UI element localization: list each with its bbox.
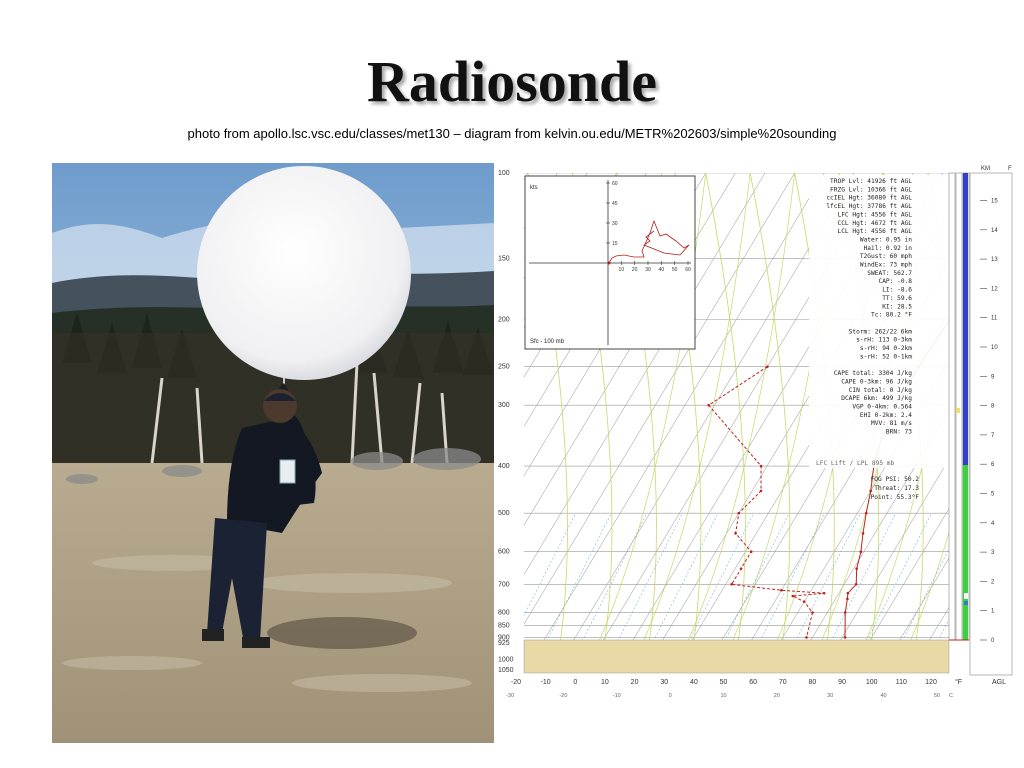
pressure-tick-label: 300	[498, 402, 510, 410]
index-line: LI: -8.6	[882, 286, 912, 294]
fog-line: FOG PSI: 50.2	[870, 476, 919, 483]
km-tick-label: 5	[991, 491, 995, 498]
km-tick-label: 12	[991, 286, 998, 293]
km-tick-label: 4	[991, 520, 995, 527]
blue-wind-bar	[963, 173, 968, 465]
temp-c-tick-label: 0	[668, 693, 672, 699]
pressure-tick-label: 700	[498, 581, 510, 589]
km-tick-label: 0	[991, 638, 995, 644]
km-tick-label: 14	[991, 227, 998, 234]
temperature-point	[844, 636, 847, 639]
pressure-tick-label: 150	[498, 255, 510, 263]
hodograph-y-tick: 15	[612, 241, 618, 247]
agl-label: AGL	[992, 679, 1007, 686]
temperature-point	[844, 611, 847, 614]
pressure-tick-label: 1050	[498, 667, 514, 674]
fog-line: Threat: 17.3	[874, 485, 919, 492]
temp-f-tick-label: 50	[719, 679, 728, 686]
temperature-point	[855, 583, 858, 586]
wind-strips	[949, 173, 969, 640]
km-tick-label: 10	[991, 345, 998, 351]
dewpoint-point	[730, 583, 733, 586]
km-height-axis	[970, 166, 1012, 686]
pressure-tick-label: 400	[498, 463, 510, 471]
fog-line: Point: 55.3°F	[870, 494, 919, 501]
pressure-tick-label: 800	[498, 609, 510, 617]
temp-c-tick-label: -30	[506, 693, 515, 699]
temperature-point	[869, 490, 872, 493]
temp-f-tick-label: 10	[601, 679, 609, 686]
hodograph-inset	[525, 176, 695, 349]
km-tick-label: 2	[991, 579, 995, 586]
dewpoint-point	[805, 636, 808, 639]
isotherm-line	[494, 173, 528, 670]
index-line: Hail: 0.92 in	[863, 244, 912, 252]
km-tick-label: 3	[991, 550, 995, 557]
temp-c-tick-label: 20	[773, 693, 780, 699]
celsius-unit-label: C	[949, 693, 953, 699]
pressure-tick-label: 900	[498, 634, 510, 642]
pressure-tick-label: 850	[498, 622, 510, 630]
index-line: VGP 0-4km: 0.564	[852, 403, 912, 411]
pressure-tick-label: 500	[498, 510, 510, 518]
index-line: SWEAT: 562.7	[867, 269, 912, 277]
hodograph-x-tick: 30	[645, 267, 651, 273]
temp-c-tick-label: -20	[559, 693, 568, 699]
index-line: Storm: 262/22 6km	[848, 328, 912, 336]
temp-c-tick-label: 50	[933, 693, 940, 699]
pressure-tick-label: 200	[498, 316, 510, 324]
index-line: TT: 59.6	[882, 294, 912, 302]
dry-adiabat-line	[1017, 173, 1024, 670]
dewpoint-point	[760, 490, 763, 493]
dewpoint-point	[766, 365, 769, 368]
hodograph-y-tick: 30	[612, 221, 618, 227]
temperature-point	[855, 567, 858, 570]
index-line: TROP Lvl: 41926 ft AGL	[830, 178, 912, 185]
index-line: LFC Hgt: 4556 ft AGL	[837, 211, 912, 219]
pressure-tick-label: 1000	[498, 656, 514, 664]
temperature-point	[865, 512, 868, 515]
pressure-tick-label: 100	[498, 170, 510, 177]
temp-f-tick-label: 70	[778, 679, 787, 686]
index-line: FRZG Lvl: 10366 ft AGL	[830, 186, 912, 194]
dewpoint-point	[734, 532, 737, 535]
km-tick-label: 9	[991, 374, 995, 381]
km-tick-label: 6	[991, 462, 995, 469]
dry-adiabat-line	[494, 173, 523, 670]
pressure-tick-label: 600	[498, 548, 510, 556]
hodograph-x-tick: 50	[671, 267, 678, 273]
km-tick-label: 15	[991, 198, 998, 205]
km-tick-label: 8	[991, 403, 995, 410]
hodograph-footer: Sfc - 100 mb	[530, 339, 565, 345]
temp-f-tick-label: 90	[838, 679, 846, 686]
temp-f-tick-label: 40	[689, 679, 698, 686]
slide-subtitle: photo from apollo.lsc.vsc.edu/classes/met130 – diagram from kelvin.ou.edu/METR%202603/simple%20sounding	[187, 126, 837, 141]
km-tick-label: 7	[991, 432, 995, 439]
index-line: BRN: 73	[885, 428, 912, 436]
hodograph-y-tick: 60	[612, 181, 618, 187]
surface-ground-band	[524, 640, 949, 673]
dewpoint-point	[740, 567, 743, 570]
index-line: LCL Hgt: 4556 ft AGL	[837, 228, 912, 236]
temperature-point	[862, 532, 865, 535]
pressure-tick-label: 925	[498, 640, 510, 648]
index-line: CAP: -0.8	[878, 278, 912, 286]
index-line: lfcEL Hgt: 37786 ft AGL	[826, 203, 912, 211]
hodograph-x-tick: 40	[658, 267, 665, 273]
temp-f-tick-label: -10	[540, 679, 551, 686]
index-line: Tc: 80.2 °F	[871, 311, 912, 319]
index-line: CIN total: 0 J/kg	[848, 386, 912, 394]
km-tick-label: 11	[991, 315, 998, 322]
radiosonde-photo	[52, 163, 494, 743]
hodograph-y-tick: 45	[612, 201, 618, 207]
temperature-point	[847, 592, 850, 595]
temp-f-tick-label: 110	[895, 679, 907, 686]
index-line: MVV: 81 m/s	[871, 420, 912, 428]
dewpoint-point	[750, 550, 753, 553]
hodograph-x-tick: 10	[618, 267, 625, 273]
temperature-point	[846, 598, 849, 601]
index-line: s-rH: 113 0-3km	[856, 336, 912, 344]
fahrenheit-unit-label: °F	[955, 679, 963, 686]
index-line: Water: 0.95 in	[859, 236, 912, 244]
index-line: CAPE 0-3km: 96 J/kg	[841, 378, 912, 386]
km-axis-label: KM	[981, 166, 990, 172]
isotherm-line	[494, 173, 498, 670]
temperature-point	[860, 550, 863, 553]
hodograph-x-tick: 60	[685, 267, 691, 273]
hodograph-x-tick: 20	[631, 267, 638, 273]
index-line: s-rH: 94 0-2km	[859, 345, 912, 352]
dewpoint-point	[823, 592, 826, 595]
temp-f-tick-label: 20	[630, 679, 639, 686]
index-line: WindEx: 73 mph	[859, 261, 912, 269]
temp-f-tick-label: 30	[660, 679, 669, 686]
dewpoint-point	[803, 600, 806, 603]
temp-c-tick-label: -10	[612, 693, 621, 699]
dewpoint-point	[737, 512, 740, 515]
index-line: T2Gust: 60 mph	[859, 253, 912, 261]
index-line: KI: 28.5	[882, 303, 912, 311]
hodograph-unit-label: kts	[530, 185, 538, 191]
pressure-tick-label: 250	[498, 363, 510, 371]
dewpoint-point	[791, 595, 794, 598]
index-line: DCAPE 6km: 499 J/kg	[841, 395, 912, 403]
dewpoint-point	[780, 589, 783, 592]
temp-f-tick-label: 100	[865, 679, 878, 686]
temp-f-tick-label: 120	[925, 679, 937, 686]
green-wind-bar	[963, 465, 968, 640]
dewpoint-point	[760, 465, 763, 468]
temp-c-tick-label: 30	[827, 693, 834, 699]
dewpoint-point	[707, 404, 710, 407]
index-line: CAPE total: 3304 J/kg	[833, 370, 912, 378]
index-line: s-rH: 52 0-1km	[859, 353, 912, 361]
km-tick-label: 1	[991, 608, 995, 615]
temp-f-tick-label: -20	[510, 679, 522, 686]
index-line: CCL Hgt: 4672 ft AGL	[837, 219, 912, 227]
skew-t-diagram	[494, 163, 1024, 703]
temp-c-tick-label: 40	[880, 693, 887, 699]
index-line: ccIEL Hgt: 36080 ft AGL	[826, 194, 912, 202]
temp-f-tick-label: 0	[573, 679, 578, 686]
f-axis-label: F	[1008, 166, 1012, 172]
slide-title: Radiosonde	[366, 49, 658, 114]
temp-f-tick-label: 60	[749, 679, 758, 686]
index-line: EHI 0-2km: 2.4	[859, 411, 912, 419]
temp-f-tick-label: 80	[808, 679, 817, 686]
temp-c-tick-label: 10	[720, 693, 727, 699]
km-tick-label: 13	[991, 257, 998, 264]
dewpoint-point	[811, 611, 814, 614]
lift-line-text: LFC Lift / LPL 895 mb	[816, 460, 895, 467]
